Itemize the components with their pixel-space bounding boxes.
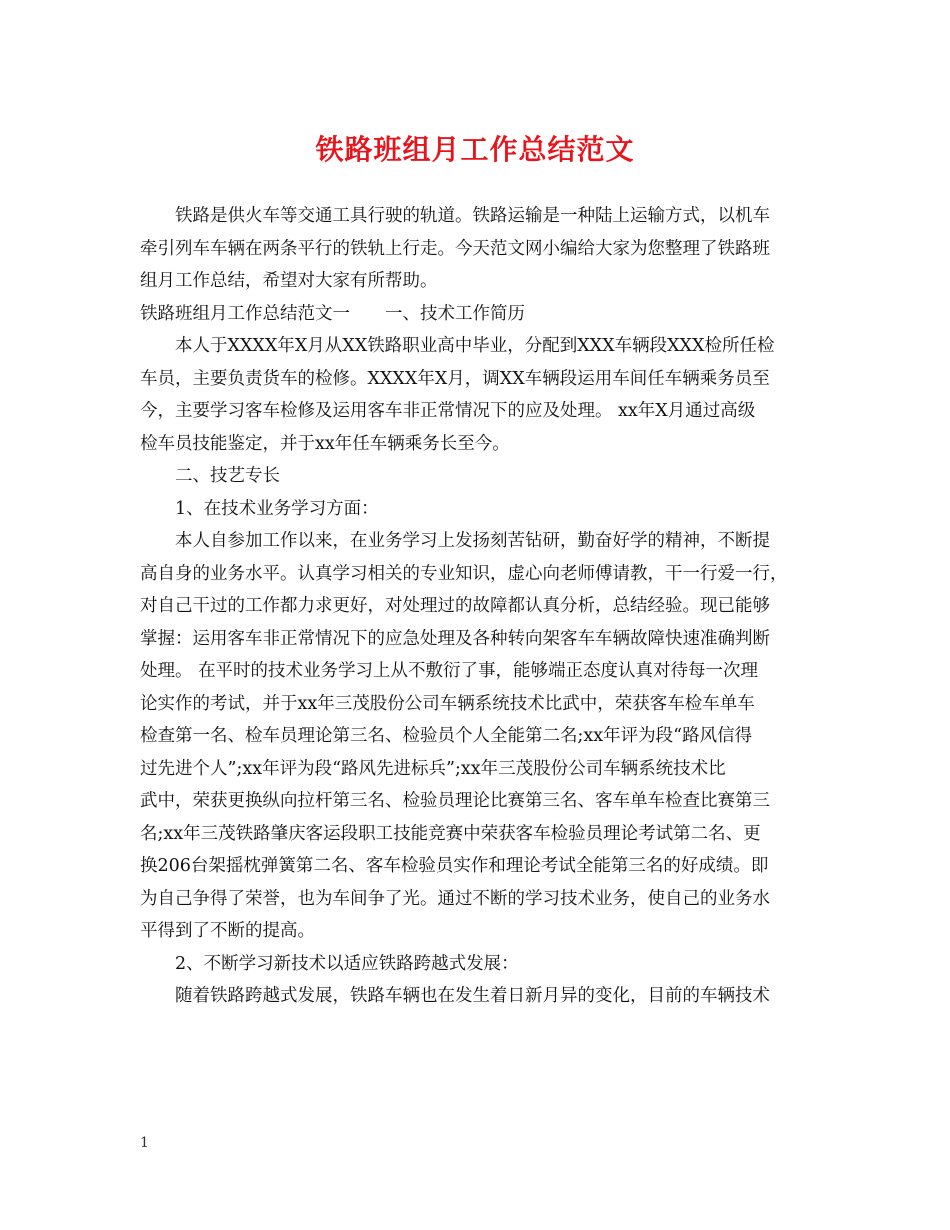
paragraph-line: 论实作的考试，并于xx年三茂股份公司车辆系统技术比武中，荣获客车检车单车 bbox=[140, 693, 755, 714]
paragraph-line: 名;xx年三茂铁路肇庆客运段职工技能竞赛中荣获客车检验员理论考试第二名、更 bbox=[140, 823, 761, 844]
paragraph-line: 本人于XXXX年X月从XX铁路职业高中毕业，分配到XXX车辆段XXX检所任检 bbox=[175, 336, 775, 356]
paragraph-line: 检车员技能鉴定，并于xx年任车辆乘务长至今。 bbox=[140, 433, 510, 454]
paragraph-line: 车员，主要负责货车的检修。XXXX年X月，调XX车辆段运用车间任车辆乘务员至 bbox=[140, 368, 770, 389]
paragraph-line: 平得到了不断的提高。 bbox=[140, 921, 315, 941]
page-number: 1 bbox=[140, 1135, 149, 1151]
paragraph-line: 过先进个人”;xx年评为段“路风先进标兵”;xx年三茂股份公司车辆系统技术比 bbox=[140, 758, 726, 779]
document-body bbox=[140, 200, 812, 1013]
document-title: 铁路班组月工作总结范文 bbox=[315, 133, 635, 166]
paragraph-line: 随着铁路跨越式发展，铁路车辆也在发生着日新月异的变化，目前的车辆技术 bbox=[175, 986, 770, 1006]
paragraph-line: 为自己争得了荣誉，也为车间争了光。通过不断的学习技术业务，使自己的业务水 bbox=[140, 888, 770, 909]
paragraph-line: 掌握：运用客车非正常情况下的应急处理及各种转向架客车车辆故障快速准确判断 bbox=[140, 628, 770, 649]
paragraph-line: 组月工作总结，希望对大家有所帮助。 bbox=[140, 271, 438, 291]
paragraph-line: 武中，荣获更换纵向拉杆第三名、检验员理论比赛第三名、客车单车检查比赛第三 bbox=[140, 791, 770, 811]
subsection-heading-line: 1、在技术业务学习方面： bbox=[175, 498, 379, 519]
paragraph-line: 高自身的业务水平。认真学习相关的专业知识，虚心向老师傅请教，干一行爱一行， bbox=[140, 563, 788, 584]
paragraph-line: 对自己干过的工作都力求更好，对处理过的故障都认真分析，总结经验。现已能够 bbox=[140, 596, 770, 616]
section-heading-line: 铁路班组月工作总结范文一 一、技术工作简历 bbox=[140, 303, 525, 324]
paragraph-line: 今，主要学习客车检修及运用客车非正常情况下的应及处理。 xx年X月通过高级 bbox=[140, 401, 756, 421]
paragraph-line: 铁路是供火车等交通工具行驶的轨道。铁路运输是一种陆上运输方式，以机车 bbox=[175, 206, 770, 226]
paragraph-line: 牵引列车车辆在两条平行的铁轨上行走。今天范文网小编给大家为您整理了铁路班 bbox=[140, 238, 770, 259]
paragraph-line: 处理。 在平时的技术业务学习上从不敷衍了事，能够端正态度认真对待每一次理 bbox=[140, 661, 759, 681]
paragraph-line: 本人自参加工作以来，在业务学习上发扬刻苦钻研，勤奋好学的精神，不断提 bbox=[175, 531, 770, 551]
paragraph-line: 换206台架摇枕弹簧第二名、客车检验员实作和理论考试全能第三名的好成绩。即 bbox=[140, 856, 769, 876]
subsection-heading-line: 2、不断学习新技术以适应铁路跨越式发展： bbox=[175, 953, 519, 974]
paragraph-line: 检查第一名、检车员理论第三名、检验员个人全能第二名;xx年评为段“路风信得 bbox=[140, 726, 753, 746]
section-heading-line: 二、技艺专长 bbox=[175, 466, 280, 486]
